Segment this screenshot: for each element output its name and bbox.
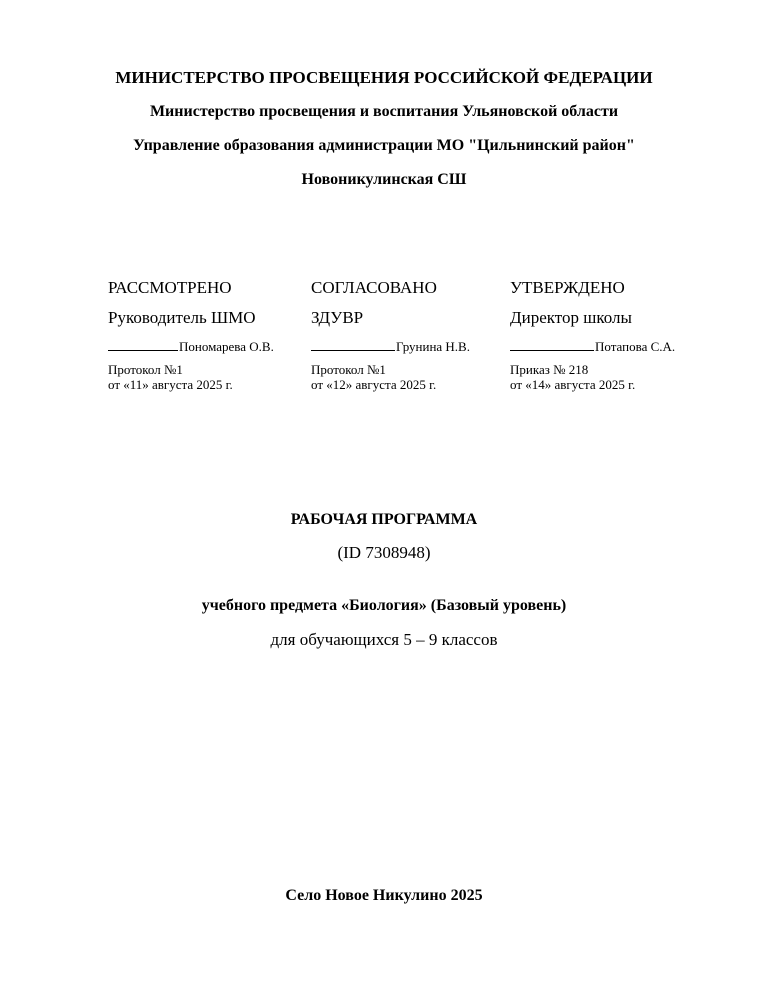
approval-title: СОГЛАСОВАНО xyxy=(311,278,437,297)
approval-signer: Пономарева О.В. xyxy=(179,339,274,354)
approval-role: ЗДУВР xyxy=(311,308,364,327)
approval-title: РАССМОТРЕНО xyxy=(108,278,232,297)
approval-role: Директор школы xyxy=(510,308,632,327)
approval-document: Протокол №1 xyxy=(108,362,183,377)
program-subject: учебного предмета «Биология» (Базовый уровень) xyxy=(201,597,567,614)
approval-signature-line xyxy=(108,339,274,355)
approval-signature-line xyxy=(311,339,470,355)
signature-underline xyxy=(510,349,594,351)
ministry-heading: МИНИСТЕРСТВО ПРОСВЕЩЕНИЯ РОССИЙСКОЙ ФЕДЕРАЦИИ xyxy=(115,68,653,87)
signature-underline xyxy=(311,349,395,351)
approval-date: от «11» августа 2025 г. xyxy=(108,377,233,392)
program-audience: для обучающихся 5 – 9 классов xyxy=(270,630,498,649)
approval-signature-line xyxy=(510,339,675,355)
signature-underline xyxy=(108,349,178,351)
approval-document: Приказ № 218 xyxy=(510,362,589,377)
approval-date: от «12» августа 2025 г. xyxy=(311,377,437,392)
place-year: Село Новое Никулино 2025 xyxy=(285,887,483,904)
approval-role: Руководитель ШМО xyxy=(108,308,256,327)
approval-signer: Потапова С.А. xyxy=(595,339,676,354)
approval-title: УТВЕРЖДЕНО xyxy=(510,278,625,297)
approval-document: Протокол №1 xyxy=(311,362,386,377)
program-title: РАБОЧАЯ ПРОГРАММА xyxy=(290,511,478,528)
school-heading: Новоникулинская СШ xyxy=(301,171,467,188)
department-heading: Управление образования администрации МО "Цильнинский район" xyxy=(133,137,635,154)
approval-signer: Грунина Н.В. xyxy=(396,339,470,354)
regional-ministry-heading: Министерство просвещения и воспитания Ульяновской области xyxy=(149,103,619,120)
approval-date: от «14» августа 2025 г. xyxy=(510,377,636,392)
program-id: (ID 7308948) xyxy=(337,543,431,562)
